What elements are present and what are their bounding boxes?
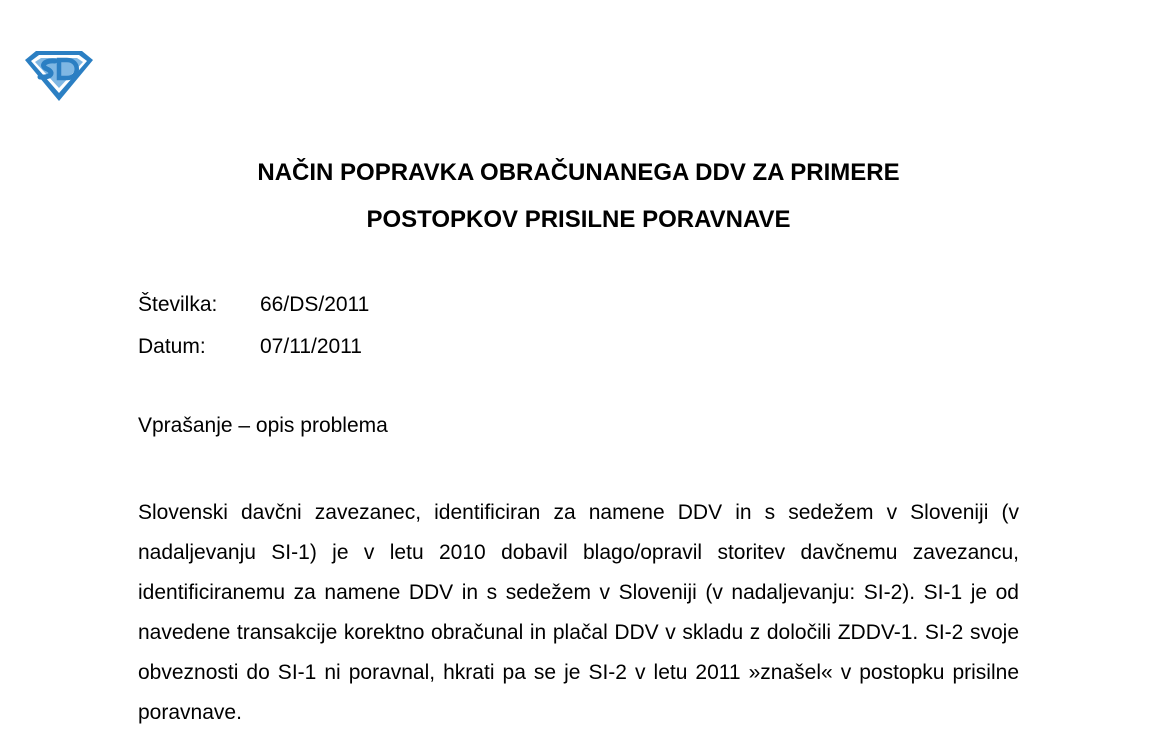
document-date-row: [138, 334, 362, 360]
sd-shield-logo-icon: [22, 48, 96, 104]
document-number-value: 66/DS/2011: [260, 293, 370, 316]
document-title-line-2: POSTOPKOV PRISILNE PORAVNAVE: [366, 206, 791, 233]
section-heading: Vprašanje – opis problema: [138, 414, 388, 437]
body-paragraph: Slovenski davčni zavezanec, identificiran za namene DDV in s sedežem v Sloveniji (v nadaljevanju SI-1) je v letu 2010 dobavil blago/opravil storitev davčnemu zavezancu, identificiranemu za namene DDV in s sedežem v Sloveniji (v nadaljevanju: SI-2). SI-1 je od navedene transakcije korektno obračunal in plačal DDV v skladu z določili ZDDV-1. SI-2 svoje obveznosti do SI-1 ni poravnal, hkrati pa se je SI-2 v letu 2011 »znašel« v postopku prisilne poravnave.: [138, 501, 1019, 724]
document-title-line-1: NAČIN POPRAVKA OBRAČUNANEGA DDV ZA PRIMERE: [257, 159, 900, 186]
document-number-label: Številka:: [138, 293, 218, 316]
document-number-row: [138, 292, 369, 318]
document-date-label: Datum:: [138, 335, 206, 358]
document-date-value: 07/11/2011: [260, 335, 362, 358]
